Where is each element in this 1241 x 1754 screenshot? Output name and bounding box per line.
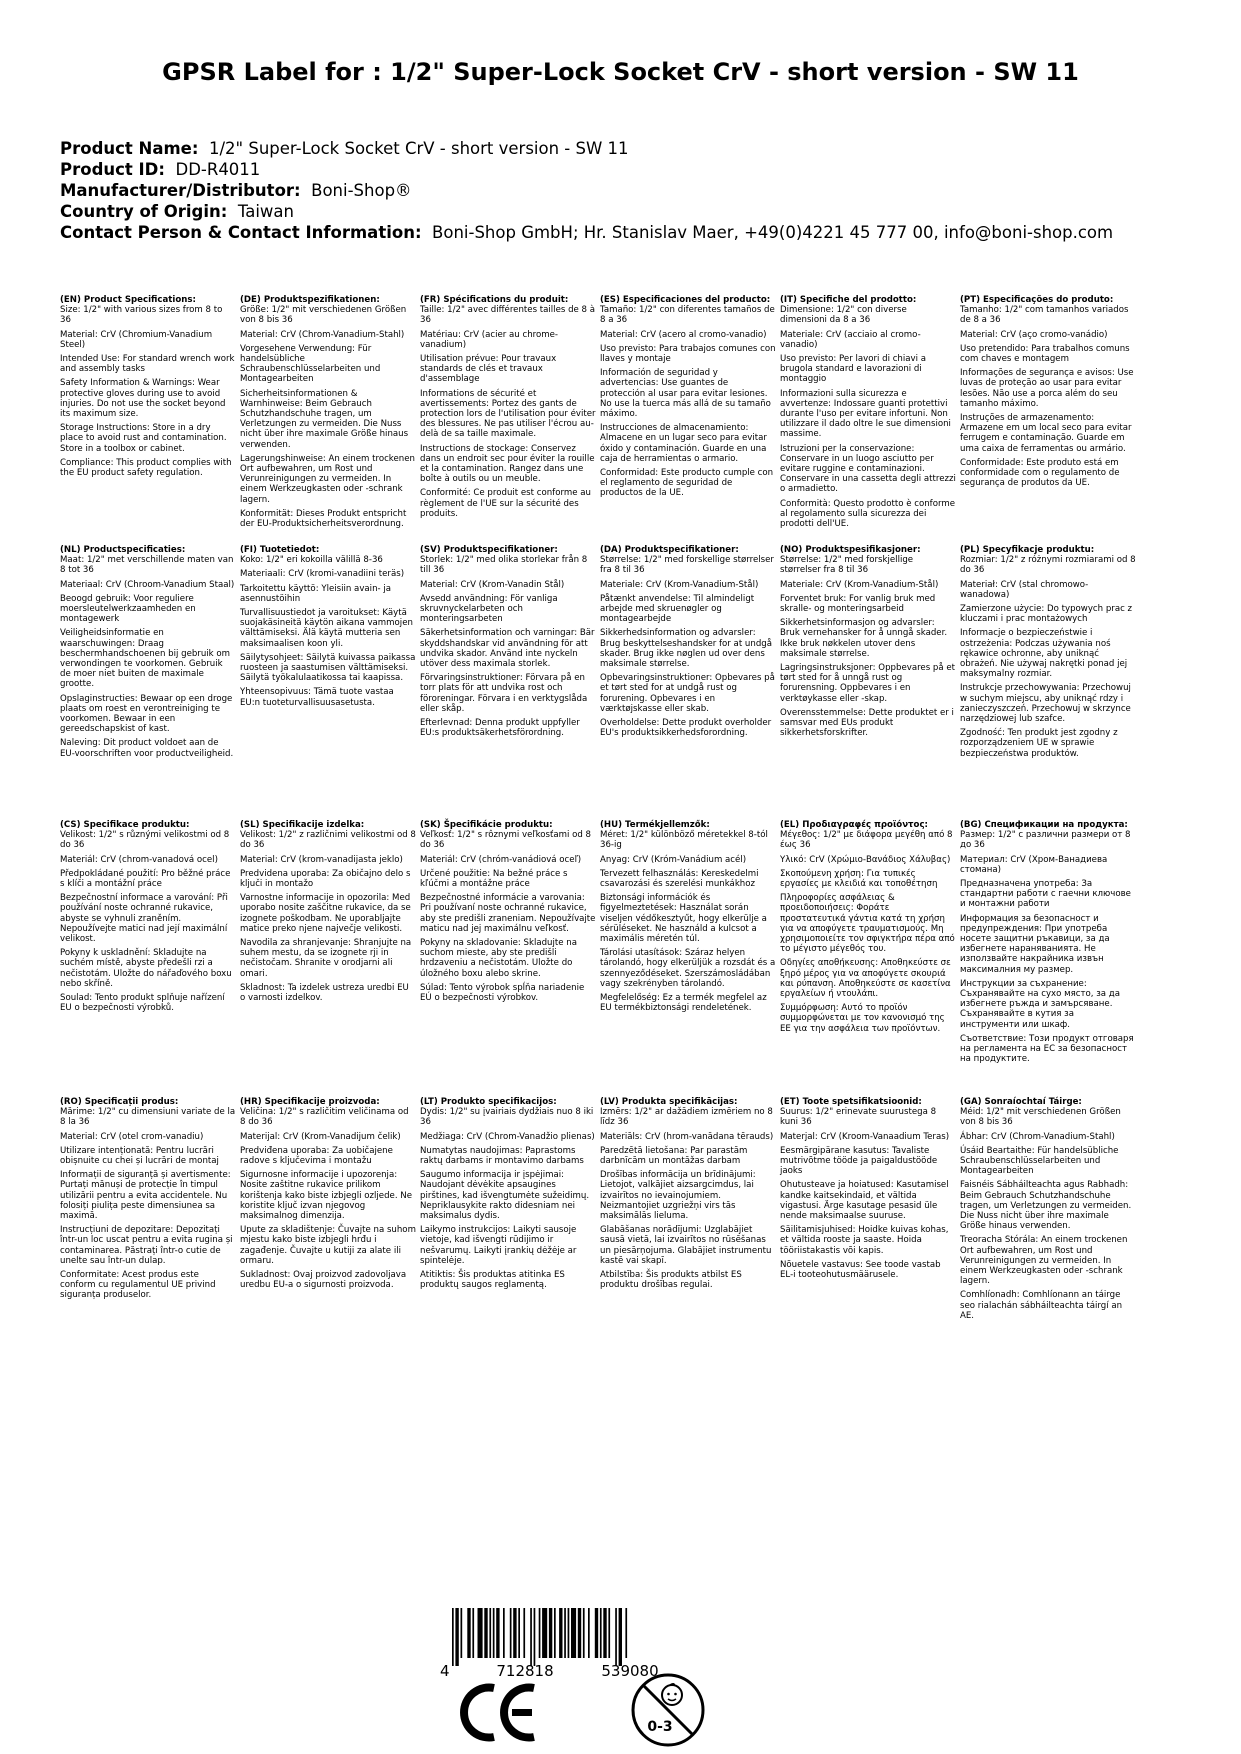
barcode-bar: [549, 1608, 552, 1658]
spec-paragraph: Avsedd användning: För vanliga skruvnyckelarbeten och monteringsarbeten: [420, 593, 558, 625]
product-info: [60, 138, 1200, 243]
spec-paragraph: Sukladnost: Ovaj proizvod zadovoljava uredbu EU-a o sigurnosti proizvoda.: [240, 1270, 407, 1291]
spec-paragraph: Größe: 1/2" mit verschiedenen Größen von 8 bis 36: [240, 305, 407, 326]
spec-paragraph: Säkerhetsinformation och varningar: Bär skyddshandskar vid användning för att undvika skador. Använd inte nyckeln utöver dess maximala storlek.: [420, 628, 595, 670]
spec-paragraph: Οδηγίες αποθήκευσης: Αποθηκεύστε σε ξηρό μέρος για να αποφύγετε σκουριά και ρύπανση. Αποθηκεύστε σε κασετίνα εργαλείων ή ντουλάπι.: [780, 958, 951, 1000]
spec-paragraph: Glabāšanas norādījumi: Uzglabājiet sausā vietā, lai izvairītos no rūsēšanas un piesārņojuma. Glabājiet instrumentu kastē vai skapī.: [600, 1225, 772, 1266]
spec-block-hr: [240, 1097, 416, 1294]
barcode-bar: [467, 1608, 470, 1658]
spec-heading: (ET) Toote spetsifikatsioonid:: [780, 1097, 922, 1107]
spec-paragraph: Информация за безопасност и предупреждения: При употреба носете защитни ръкавици, за да избегнете нараняванията. Не използвайте накрайника извън максималния му размер.: [960, 913, 1110, 975]
spec-paragraph: Säilytysohjeet: Säilytä kuivassa paikassa ruosteen ja saastumisen välttämiseksi. Säilytä työkalulaatikossa tai kaapissa.: [240, 652, 416, 684]
spec-heading: (EN) Product Specifications:: [60, 295, 196, 305]
spec-block-cs: [60, 820, 236, 1017]
info-label: Product Name:: [60, 139, 199, 158]
spec-heading: (LV) Produkta specifikācijas:: [600, 1097, 738, 1107]
age-warning-0-3-icon: [630, 1672, 706, 1748]
age-warning-label: 0-3: [647, 1719, 673, 1735]
spec-paragraph: Rozmiar: 1/2" z różnymi rozmiarami od 8 do 36: [960, 555, 1136, 576]
barcode-bar: [452, 1608, 454, 1666]
barcode-bar: [489, 1608, 491, 1658]
barcode-bar: [625, 1608, 627, 1658]
spec-paragraph: Materiál: CrV (chrom-vanadová ocel): [60, 854, 218, 865]
barcode-bar: [496, 1608, 499, 1658]
spec-paragraph: Storage Instructions: Store in a dry place to avoid rust and contamination. Store in a toolbox or cabinet.: [60, 423, 227, 454]
spec-heading: (GA) Sonraíochtaí Táirge:: [960, 1097, 1082, 1107]
spec-paragraph: Ohutusteave ja hoiatused: Kasutamisel kandke kaitsekindaid, et vältida vigastusi. Ärge kasutage pesasid üle nende maksimaalse suuruse.: [780, 1180, 949, 1222]
barcode-bar: [455, 1608, 458, 1666]
spec-paragraph: Informazioni sulla sicurezza e avvertenze: Indossare guanti protettivi durante l'uso per evitare infortuni. Non utilizzare il dado oltre le sue dimensioni massime.: [780, 388, 951, 440]
spec-block-de: [240, 295, 416, 533]
spec-paragraph: Určené použitie: Na bežné práce s kľúčmi a montážne práce: [420, 868, 568, 890]
info-row-manufacturer: [60, 180, 1200, 201]
spec-paragraph: Förvaringsinstruktioner: Förvara på en torr plats för att undvika rost och föroreningar. Förvara i en verktygslåda eller skåp.: [420, 673, 588, 714]
spec-paragraph: Maat: 1/2" met verschillende maten van 8 tot 36: [60, 555, 234, 576]
spec-paragraph: Material: CrV (otel crom-vanadiu): [60, 1131, 204, 1142]
spec-block-pt: [960, 295, 1136, 492]
spec-block-pl: [960, 545, 1136, 763]
spec-paragraph: Varnostne informacije in opozorila: Med uporabo nosite zaščitne rukavice, da se izognete poškodbam. Ne uporabljajte matice preko njene največje velikosti.: [240, 893, 411, 934]
spec-block-lv: [600, 1097, 776, 1294]
spec-paragraph: Méret: 1/2" különböző méretekkel 8-tól 36-ig: [600, 830, 768, 851]
spec-paragraph: Σκοπούμενη χρήση: Για τυπικές εργασίες με κλειδιά και τοποθέτηση: [780, 868, 938, 890]
spec-heading: (NL) Productspecificaties:: [60, 545, 186, 555]
spec-paragraph: Uso pretendido: Para trabalhos comuns com chaves e montagem: [960, 343, 1130, 365]
spec-paragraph: Suurus: 1/2" erinevate suurustega 8 kuni 36: [780, 1107, 937, 1128]
spec-paragraph: Istruzioni per la conservazione: Conservare in un luogo asciutto per evitare ruggine e contaminazioni. Conservare in una cassetta degli attrezzi o armadietto.: [780, 443, 956, 495]
spec-paragraph: Matériau: CrV (acier au chrome-vanadium): [420, 329, 559, 350]
barcode-bar: [588, 1608, 590, 1658]
spec-paragraph: Saugumo informacija ir įspėjimai: Naudojant dėvėkite apsaugines pirštines, kad išvengtumėte sužeidimų. Nepriklausykite rakto didesniam nei maksimalus dydis.: [420, 1170, 590, 1222]
spec-paragraph: Bezpečnostné informácie a varovania: Pri používaní noste ochranné rukavice, aby ste predišli zraneniam. Nepoužívajte maticu nad jej maximálnu veľkosť.: [420, 893, 596, 934]
spec-heading: (RO) Specificații produs:: [60, 1097, 179, 1107]
barcode-bar: [615, 1608, 617, 1666]
info-label: Product ID:: [60, 160, 165, 179]
spec-paragraph: Anyag: CrV (Króm-Vanádium acél): [600, 854, 747, 865]
spec-block-ga: [960, 1097, 1136, 1325]
spec-paragraph: Инструкции за съхранение: Съхранявайте на сухо място, за да избегнете ръжда и замърсяване. Съхранявайте в кутия за инструменти или шкаф.: [960, 978, 1120, 1030]
spec-paragraph: Material: CrV (Chromium-Vanadium Steel): [60, 329, 213, 350]
spec-paragraph: Súlad: Tento výrobok spĺňa nariadenie EÚ o bezpečnosti výrobkov.: [420, 982, 585, 1004]
spec-paragraph: Laikymo instrukcijos: Laikyti sausoje vietoje, kad išvengti rūdijimo ir nešvarumų. Laikyti įrankių dėžėje ar spintelėje.: [420, 1225, 577, 1266]
spec-paragraph: Bezpečnostní informace a varování: Při používání noste ochranné rukavice, abyste se vyhnuli zraněním. Nepoužívejte matici nad její maximální velikost.: [60, 893, 228, 945]
barcode-bar: [472, 1608, 474, 1658]
info-value: Taiwan: [237, 202, 294, 221]
spec-paragraph: Lagringsinstruksjoner: Oppbevares på et tørt sted for å unngå rust og forurensning. Oppbevares i en verktøykasse eller -skap.: [780, 663, 956, 704]
info-label: Contact Person & Contact Information:: [60, 223, 422, 242]
spec-paragraph: Konformität: Dieses Produkt entspricht der EU-Produktsicherheitsverordnung.: [240, 508, 407, 530]
barcode-bar: [461, 1608, 463, 1658]
spec-heading: (SK) Špecifikácie produktu:: [420, 820, 553, 830]
spec-paragraph: Size: 1/2" with various sizes from 8 to 36: [60, 305, 223, 326]
spec-paragraph: Tarkoitettu käyttö: Yleisiin avain- ja asennustöihin: [240, 583, 391, 604]
spec-paragraph: Eesmärgipärane kasutus: Tavaliste mutrivõtme tööde ja paigaldustööde jaoks: [780, 1145, 938, 1177]
barcode-bar: [619, 1608, 622, 1666]
barcode-group-1: 712818: [496, 1662, 554, 1680]
spec-paragraph: Veličina: 1/2" s različitim veličinama od 8 do 36: [240, 1107, 409, 1128]
barcode-bar: [564, 1608, 566, 1658]
spec-paragraph: Съответствие: Този продукт отговаря на регламента на ЕС за безопасност на продуктите.: [960, 1033, 1134, 1065]
spec-block-fi: [240, 545, 416, 712]
spec-paragraph: Materiale: CrV (Krom-Vanadium-Stål): [780, 579, 939, 590]
barcode-bar: [542, 1608, 547, 1658]
spec-paragraph: Koko: 1/2" eri kokoilla välillä 8-36: [240, 555, 383, 566]
spec-paragraph: Materiál: CrV (chróm-vanádiová oceľ): [420, 854, 582, 865]
spec-heading: (IT) Specifiche del prodotto:: [780, 295, 917, 305]
spec-paragraph: Material: CrV (krom-vanadijasta jeklo): [240, 854, 403, 865]
spec-paragraph: Información de seguridad y advertencias: Use guantes de protección al usar para evitar lesiones. No use la tuerca más allá de su tamaño máximo.: [600, 368, 771, 420]
spec-paragraph: Instruções de armazenamento: Armazene em um local seco para evitar ferrugem e contaminação. Guarde em uma caixa de ferramentas ou armário.: [960, 413, 1132, 454]
info-value: Boni-Shop GmbH; Hr. Stanislav Maer, +49(0)4221 45 777 00, info@boni-shop.com: [432, 223, 1114, 242]
spec-paragraph: Opslaginstructies: Bewaar op een droge plaats om roest en verontreiniging te voorkomen. Bewaar in een gereedschapskist of kast.: [60, 693, 233, 735]
spec-paragraph: Material: CrV (Chrom-Vanadium-Stahl): [240, 329, 405, 340]
spec-paragraph: Efterlevnad: Denna produkt uppfyller EU:s produktsäkerhetsförordning.: [420, 718, 580, 739]
spec-paragraph: Informații de siguranță și avertismente: Purtați mănuși de protecție în timpul utilizării pentru a evita accidentele. Nu folosiți piulița peste dimensiunea sa maximă.: [60, 1170, 231, 1222]
barcode-bar: [478, 1608, 483, 1658]
spec-paragraph: Material: CrV (acero al cromo-vanadio): [600, 329, 767, 340]
spec-paragraph: Tamanho: 1/2" com tamanhos variados de 8 a 36: [960, 305, 1129, 326]
spec-paragraph: Størrelse: 1/2" med forskellige størrelser fra 8 til 36: [600, 555, 774, 576]
spec-paragraph: Overholdelse: Dette produkt overholder EU's produktsikkerhedsforordning.: [600, 718, 772, 739]
spec-paragraph: Conformità: Questo prodotto è conforme al regolamento sulla sicurezza dei prodotti dell'UE.: [780, 498, 955, 530]
barcode-first-digit: 4: [440, 1662, 450, 1680]
spec-paragraph: Turvallisuustiedot ja varoitukset: Käytä suojakäsineitä käytön aikana vammojen välttämiseksi. Älä käytä mutteria sen maksimaalisen koon yli.: [240, 608, 413, 649]
spec-paragraph: Utilisation prévue: Pour travaux standards de clés et travaux d'assemblage: [420, 354, 557, 385]
spec-paragraph: Paredzētā lietošana: Par parastām darbnīcām un montāžas darbam: [600, 1145, 748, 1167]
barcode-bar: [578, 1608, 581, 1658]
barcode-bar: [534, 1608, 536, 1666]
spec-paragraph: Soulad: Tento produkt splňuje nařízení EU o bezpečnosti výrobků.: [60, 993, 225, 1014]
barcode-bars: [452, 1608, 627, 1666]
spec-paragraph: Megfelelőség: Ez a termék megfelel az EU termékbiztonsági rendeletének.: [600, 993, 767, 1014]
spec-paragraph: Úsáid Beartaithe: Für handelsübliche Schraubenschlüsselarbeiten und Montagearbeiten: [960, 1145, 1119, 1177]
spec-paragraph: Naleving: Dit product voldoet aan de EU-voorschriften voor productveiligheid.: [60, 738, 234, 759]
spec-block-hu: [600, 820, 776, 1017]
barcode-bar: [510, 1608, 512, 1658]
spec-paragraph: Material: CrV (Krom-Vanadin Stål): [420, 579, 565, 590]
spec-paragraph: Drošības informācija un brīdinājumi: Lietojot, valkājiet aizsargcimdus, lai izvairītos no ievainojumiem. Neizmantojiet uzgriežņi virs tās maksimālās lieluma.: [600, 1170, 756, 1222]
barcode-group-2: 539080: [601, 1662, 659, 1680]
spec-paragraph: Materiaali: CrV (kromi-vanadiini teräs): [240, 569, 405, 580]
spec-paragraph: Material: CrV (aço cromo-vanádio): [960, 329, 1108, 340]
info-row-product-name: [60, 138, 1200, 159]
spec-paragraph: Sicherheitsinformationen & Warnhinweise: Beim Gebrauch Schutzhandschuhe tragen, um Verletzungen zu vermeiden. Die Nuss nicht über ihre maximale Größe hinaus verwenden.: [240, 388, 409, 450]
info-label: Country of Origin:: [60, 202, 228, 221]
barcode-bar: [493, 1608, 495, 1658]
spec-paragraph: Dimensione: 1/2" con diverse dimensioni da 8 a 36: [780, 305, 907, 326]
barcode-bar: [484, 1608, 487, 1658]
spec-heading: (LT) Produkto specifikacijos:: [420, 1097, 557, 1107]
spec-heading: (NO) Produktspesifikasjoner:: [780, 545, 921, 555]
info-value: Boni-Shop®: [311, 181, 412, 200]
spec-paragraph: Overensstemmelse: Dette produktet er i samsvar med EUs produkt sikkerhetsforskrifter.: [780, 707, 954, 739]
info-row-country: [60, 201, 1200, 222]
spec-heading: (CS) Specifikace produktu:: [60, 820, 190, 830]
spec-paragraph: Materiale: CrV (Krom-Vanadium-Stål): [600, 579, 759, 590]
spec-paragraph: Upute za skladištenje: Čuvajte na suhom mjestu kako biste izbjegli hrđu i zagađenje. Čuvajte u kutiji za alate ili ormaru.: [240, 1225, 416, 1266]
spec-paragraph: Säilitamisjuhised: Hoidke kuivas kohas, et vältida rooste ja saaste. Hoida tööriistakastis või kapis.: [780, 1225, 949, 1256]
info-row-contact: [60, 222, 1200, 243]
spec-paragraph: Materjal: CrV (Kroom-Vanaadium Teras): [780, 1131, 950, 1142]
spec-paragraph: Materijal: CrV (Krom-Vanadijum čelik): [240, 1131, 401, 1142]
spec-paragraph: Υλικό: CrV (Χρώμιο-Βανάδιος Χάλυβας): [780, 854, 951, 865]
spec-paragraph: Utilizare intenționată: Pentru lucrări obișnuite cu chei și lucrări de montaj: [60, 1145, 219, 1167]
spec-paragraph: Dydis: 1/2" su įvairiais dydžiais nuo 8 iki 36: [420, 1107, 594, 1128]
spec-block-sk: [420, 820, 596, 1007]
spec-heading: (ES) Especificaciones del producto:: [600, 295, 771, 305]
spec-paragraph: Zamierzone użycie: Do typowych prac z kluczami i prac montażowych: [960, 604, 1133, 625]
spec-paragraph: Atbilstība: Šis produkts atbilst ES produktu drošības regulai.: [600, 1270, 742, 1291]
spec-paragraph: Intended Use: For standard wrench work and assembly tasks: [60, 354, 235, 375]
barcode-bar: [603, 1608, 606, 1658]
barcode-bar: [608, 1608, 610, 1658]
ce-mark-icon: [458, 1680, 538, 1745]
spec-paragraph: Sikkerhetsinformasjon og advarsler: Bruk vernehansker for å unngå skader. Ikke bruk nøkkelen utover dens maksimale størrelse.: [780, 618, 948, 659]
spec-paragraph: Instrucciones de almacenamiento: Almacene en un lugar seco para evitar óxido y contaminación. Guarde en una caja de herramientas o armario.: [600, 423, 767, 464]
spec-paragraph: Mărime: 1/2" cu dimensiuni variate de la 8 la 36: [60, 1107, 236, 1128]
spec-paragraph: Lagerungshinweise: An einem trockenen Ort aufbewahren, um Rost und Verunreinigungen zu vermeiden. In einem Werkzeugkasten oder -schrank lagern.: [240, 453, 415, 505]
spec-paragraph: Πληροφορίες ασφάλειας & προειδοποιήσεις: Φοράτε προστατευτικά γάντια κατά τη χρήση για να αποφύγετε τραυματισμούς. Μη χρησιμοποιείτε τον σφιγκτήρα πέρα από το μέγιστο μέγεθός του.: [780, 893, 955, 955]
spec-paragraph: Safety Information & Warnings: Wear protective gloves during use to avoid injuries. Do not use the socket beyond its maximum size.: [60, 378, 226, 420]
spec-paragraph: Conformité: Ce produit est conforme au règlement de l'UE sur la sécurité des produits.: [420, 488, 591, 519]
spec-paragraph: Zgodność: Ten produkt jest zgodny z rozporządzeniem UE w sprawie bezpieczeństwa produktów.: [960, 728, 1118, 759]
spec-paragraph: Uso previsto: Para trabajos comunes con llaves y montaje: [600, 343, 776, 365]
spec-paragraph: Skladnost: Ta izdelek ustreza uredbi EU o varnosti izdelkov.: [240, 982, 409, 1004]
spec-block-fr: [420, 295, 596, 523]
barcode-bar: [530, 1608, 532, 1666]
spec-paragraph: Materiale: CrV (acciaio al cromo-vanadio): [780, 329, 921, 350]
spec-paragraph: Vorgesehene Verwendung: Für handelsübliche Schraubenschlüsselarbeiten und Montagearbeiten: [240, 343, 381, 385]
spec-paragraph: Nõuetele vastavus: See toode vastab EL-i tooteohutusmäärusele.: [780, 1259, 941, 1281]
spec-paragraph: Συμμόρφωση: Αυτό το προϊόν συμμορφώνεται με τον κανονισμό της ΕΕ για την ασφάλεια των προϊόντων.: [780, 1003, 945, 1034]
spec-paragraph: Veľkosť: 1/2" s rôznymi veľkosťami od 8 do 36: [420, 830, 592, 851]
spec-paragraph: Материал: CrV (Хром-Ванадиева стомана): [960, 854, 1108, 875]
barcode-bar: [523, 1608, 525, 1658]
spec-block-es: [600, 295, 776, 503]
spec-heading: (PL) Specyfikacje produktu:: [960, 545, 1095, 555]
spec-paragraph: Μέγεθος: 1/2" με διάφορα μεγέθη από 8 έως 36: [780, 830, 953, 851]
spec-paragraph: Predviđena uporaba: Za uobičajene radove s ključevima i montažu: [240, 1145, 393, 1167]
spec-paragraph: Størrelse: 1/2" med forskjellige størrelser fra 8 til 36: [780, 555, 914, 576]
spec-heading: (FR) Spécifications du produit:: [420, 295, 569, 305]
spec-paragraph: Velikost: 1/2" s různými velikostmi od 8 do 36: [60, 830, 230, 851]
spec-paragraph: Storlek: 1/2" med olika storlekar från 8 till 36: [420, 555, 588, 576]
barcode-bar: [571, 1608, 576, 1658]
info-row-product-id: [60, 159, 1200, 180]
spec-heading: (DA) Produktspecifikationer:: [600, 545, 739, 555]
spec-paragraph: Beoogd gebruik: Voor reguliere moersleutelwerkzaamheden en montagewerk: [60, 593, 196, 625]
spec-paragraph: Opbevaringsinstruktioner: Opbevares på et tørt sted for at undgå rust og forurening. Opbevares i en værktøjskasse eller skab.: [600, 673, 775, 714]
spec-paragraph: Comhlíonadh: Comhlíonann an táirge seo rialachán sábháilteachta táirgí an AE.: [960, 1290, 1123, 1321]
spec-paragraph: Materiaal: CrV (Chroom-Vanadium Staal): [60, 579, 235, 590]
barcode-bar: [513, 1608, 516, 1658]
spec-paragraph: Tárolási utasítások: Száraz helyen tárolandó, hogy elkerüljük a rozsdát és a szennyeződéseket. Szerszámosládában vagy szekrényben tárolandó.: [600, 948, 776, 989]
spec-paragraph: Informations de sécurité et avertissements: Portez des gants de protection lors de l'utilisation pour éviter des blessures. Ne pas utiliser l'écrou au-delà de sa taille maximale.: [420, 388, 596, 440]
barcode-bar: [583, 1608, 585, 1658]
spec-heading: (FI) Tuotetiedot:: [240, 545, 320, 555]
spec-paragraph: Pokyny na skladovanie: Skladujte na suchom mieste, aby ste predišli hrdzaveniu a nečistotám. Uložte do úložného boxu alebo skrine.: [420, 938, 577, 979]
spec-heading: (SL) Specifikacije izdelka:: [240, 820, 365, 830]
barcode-bar: [503, 1608, 505, 1658]
spec-block-bg: [960, 820, 1136, 1068]
spec-heading: (PT) Especificações do produto:: [960, 295, 1114, 305]
spec-paragraph: Navodila za shranjevanje: Shranjujte na suhem mestu, da se izognete rji in nečistočam. Shranite v orodjarni ali omari.: [240, 938, 412, 979]
spec-paragraph: Размер: 1/2" с различни размери от 8 до 36: [960, 830, 1131, 851]
info-value: DD-R4011: [175, 160, 261, 179]
spec-paragraph: Compliance: This product complies with the EU product safety regulation.: [60, 457, 232, 479]
page-title: GPSR Label for : 1/2" Super-Lock Socket CrV - short version - SW 11: [162, 58, 1079, 86]
spec-paragraph: Conformidade: Este produto está em conformidade com o regulamento de segurança de produtos da UE.: [960, 457, 1120, 489]
spec-block-lt: [420, 1097, 596, 1294]
spec-block-no: [780, 545, 956, 742]
spec-paragraph: Conformitate: Acest produs este conform cu regulamentul UE privind siguranța produselor.: [60, 1270, 216, 1301]
spec-paragraph: Tamaño: 1/2" con diferentes tamaños de 8 a 36: [600, 305, 775, 326]
barcode-bar: [539, 1608, 541, 1658]
spec-paragraph: Numatytas naudojimas: Paprastoms raktų darbams ir montavimo darbams: [420, 1145, 584, 1167]
spec-block-en: [60, 295, 236, 482]
spec-heading: (EL) Προδιαγραφές προϊόντος:: [780, 820, 928, 830]
spec-paragraph: Pokyny k uskladnění: Skladujte na suchém místě, abyste předešli rzi a nečistotám. Uložte do nářaďového boxu nebo skříně.: [60, 948, 232, 989]
barcode-bar: [600, 1608, 602, 1658]
info-label: Manufacturer/Distributor:: [60, 181, 301, 200]
spec-paragraph: Sikkerhedsinformation og advarsler: Brug beskyttelseshandsker for at undgå skader. Brug ikke nøglen ud over dens maksimale størrelse.: [600, 628, 772, 670]
spec-paragraph: Izmērs: 1/2" ar dažādiem izmēriem no 8 līdz 36: [600, 1107, 773, 1128]
spec-paragraph: Materiał: CrV (stal chromowo-wanadowa): [960, 579, 1089, 600]
spec-paragraph: Informações de segurança e avisos: Use luvas de proteção ao usar para evitar lesões. Não use a porca além do seu tamanho máximo.: [960, 368, 1134, 409]
spec-paragraph: Conformidad: Este producto cumple con el reglamento de seguridad de productos de la UE.: [600, 468, 774, 499]
barcode-bar: [554, 1608, 556, 1658]
spec-paragraph: Instrukcje przechowywania: Przechowuj w suchym miejscu, aby uniknąć rdzy i zanieczyszczeń. Przechowuj w skrzynce narzędziowej lub szafce.: [960, 683, 1131, 725]
spec-paragraph: Materiāls: CrV (hrom-vanādana tērauds): [600, 1131, 774, 1142]
spec-paragraph: Ábhar: CrV (Chrom-Vanadium-Stahl): [960, 1131, 1115, 1142]
spec-paragraph: Påtænkt anvendelse: Til almindeligt arbejde med skruenøgler og montagearbejde: [600, 593, 755, 625]
spec-paragraph: Предназначена употреба: За стандартни работи с гаечни ключове и монтажни работи: [960, 879, 1131, 910]
spec-paragraph: Forventet bruk: For vanlig bruk med skralle- og monteringsarbeid: [780, 593, 936, 615]
spec-heading: (DE) Produktspezifikationen:: [240, 295, 380, 305]
spec-block-it: [780, 295, 956, 533]
spec-paragraph: Biztonsági információk és figyelmeztetések: Használat során viseljen védőkesztyűt, hogy elkerülje a sérüléseket. Ne használd a kulcsot a maximális méretén túl.: [600, 893, 767, 945]
spec-heading: (HU) Termékjellemzők:: [600, 820, 710, 830]
spec-block-nl: [60, 545, 236, 763]
barcode-bar: [518, 1608, 520, 1658]
spec-paragraph: Veiligheidsinformatie en waarschuwingen: Draag beschermhandschoenen bij gebruik om verwondingen te voorkomen. Gebruik de moer niet buiten de maximale grootte.: [60, 628, 231, 690]
spec-paragraph: Taille: 1/2" avec différentes tailles de 8 à 36: [420, 305, 596, 326]
spec-block-sv: [420, 545, 596, 742]
spec-block-sl: [240, 820, 416, 1007]
spec-paragraph: Méid: 1/2" mit verschiedenen Größen von 8 bis 36: [960, 1107, 1121, 1128]
spec-paragraph: Informacje o bezpieczeństwie i ostrzeżenia: Podczas używania noś rękawice ochronne, aby uniknąć obrażeń. Nie używaj nakrętki ponad jej maksymalny rozmiar.: [960, 628, 1128, 680]
barcode-bar: [595, 1608, 598, 1658]
spec-paragraph: Atitiktis: Šis produktas atitinka ES produktų saugos reglamentą.: [420, 1270, 565, 1291]
spec-paragraph: Instrucțiuni de depozitare: Depozitați într-un loc uscat pentru a evita rugina și contaminarea. Păstrați într-o cutie de unelte sau într-un dulap.: [60, 1225, 233, 1266]
barcode-bar: [568, 1608, 570, 1658]
spec-paragraph: Sigurnosne informacije i upozorenja: Nosite zaštitne rukavice prilikom korištenja kako biste izbjegli ozljede. Ne koristite ključ izvan njegovog maksimalnog dimenzija.: [240, 1170, 413, 1222]
spec-paragraph: Uso previsto: Per lavori di chiavi a brugola standard e lavorazioni di montaggio: [780, 354, 926, 385]
spec-block-ro: [60, 1097, 236, 1305]
spec-paragraph: Yhteensopivuus: Tämä tuote vastaa EU:n tuoteturvallisuusasetusta.: [240, 687, 394, 708]
spec-paragraph: Faisnéis Sábháilteachta agus Rabhadh: Beim Gebrauch Schutzhandschuhe tragen, um Verletzungen zu vermeiden. Die Nuss nicht über ihre maximale Größe hinaus verwenden.: [960, 1180, 1132, 1232]
spec-block-el: [780, 820, 956, 1038]
spec-block-da: [600, 545, 776, 742]
barcode-bar: [559, 1608, 562, 1658]
spec-paragraph: Medžiaga: CrV (Chrom-Vanadžio plienas): [420, 1131, 595, 1142]
spec-heading: (SV) Produktspecifikationer:: [420, 545, 558, 555]
spec-heading: (HR) Specifikacije proizvoda:: [240, 1097, 380, 1107]
spec-paragraph: Předpokládané použití: Pro běžné práce s klíči a montážní práce: [60, 868, 231, 890]
spec-paragraph: Treoracha Stórála: An einem trockenen Ort aufbewahren, um Rost und Verunreinigungen zu vermeiden. In einem Werkzeugkasten oder -schrank lagern.: [960, 1235, 1128, 1287]
spec-paragraph: Velikost: 1/2" z različnimi velikostmi od 8 do 36: [240, 830, 416, 851]
spec-paragraph: Instructions de stockage: Conservez dans un endroit sec pour éviter la rouille et la contamination. Rangez dans une boîte à outils ou un meuble.: [420, 443, 595, 485]
spec-paragraph: Tervezett felhasználás: Kereskedelmi csavarozási és szerelési munkákhoz: [600, 868, 759, 890]
info-value: 1/2" Super-Lock Socket CrV - short version - SW 11: [208, 139, 629, 158]
spec-block-et: [780, 1097, 956, 1284]
spec-heading: (BG) Спецификации на продукта:: [960, 820, 1128, 830]
spec-paragraph: Predvidena uporaba: Za običajno delo s ključi in montažo: [240, 868, 411, 890]
